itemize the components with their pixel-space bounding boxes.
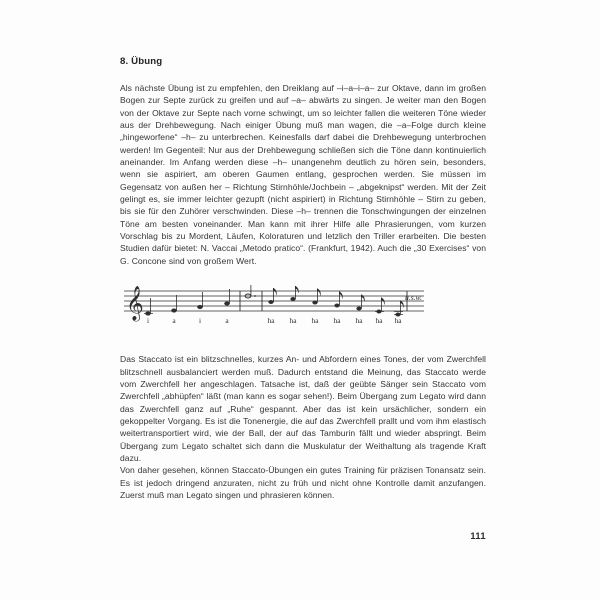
continuation-label: u.s.w. bbox=[405, 293, 422, 303]
lyric-syllable: ha bbox=[394, 316, 402, 326]
lyric-syllable: ha bbox=[375, 316, 383, 326]
lyric-syllable: ha bbox=[333, 316, 341, 326]
note-i-2 bbox=[197, 292, 202, 309]
page-content bbox=[120, 56, 486, 501]
music-staff bbox=[124, 285, 424, 325]
lyric-syllable: a bbox=[225, 316, 229, 326]
music-notation-example bbox=[120, 285, 486, 337]
lyric-syllable: ha bbox=[355, 316, 363, 326]
lyric-syllable: a bbox=[172, 316, 176, 326]
lyric-syllable: ha bbox=[267, 316, 275, 326]
lyric-syllable: i bbox=[146, 316, 150, 326]
lyric-syllable: ha bbox=[311, 316, 319, 326]
lyric-syllable: ha bbox=[289, 316, 297, 326]
paragraph-1: Als nächste Übung ist zu empfehlen, den Dreiklang auf –i–a–i–a– zur Oktave, dann im großen Bogen zur Septe zurück zu greifen und auf –a– abwärts zu singen. Je weiter man den Bogen von der Oktave zur Septe nach vorne schwingt, um so leichter fallen die weiteren Töne wieder aus der Drehbewegung. Nach einiger Übung muß man wagen, die –a–Folge durch kleine „hingeworfene“ –h– zu unterbrechen. Keinesfalls darf dabei die Drehbewegung unterbrochen werden! Im Gegenteil: Nur aus der Drehbewegung schließen sich die Töne dann kontinuierlich aneinander. Im Anfang werden diese –h– unangenehm deutlich zu hören sein, besonders, wenn sie aspiriert, am oberen Gaumen entlang, gesprochen werden. Sie müssen im Gegensatz von außen her – Richtung Stirnhöhle/Jochbein – „abgeknipst“ werden. Mit der Zeit gelingt es, sie immer leichter gezupft (nicht aspiriert) in Richtung Stirnhöhle – Stirn zu geben, bis sie für den Zuhörer verschwinden. Diese –h– trennen die Tonschwingungen der einzelnen Töne am besten voneinander. Man kann mit ihrer Hilfe alle Phrasierungen, vom kurzen Vorschlag bis zu Mordent, Läufen, Koloraturen und letzlich den Triller erarbeiten. Die besten Studien dafür bietet: N. Vaccai „Metodo pratico“. (Frankfurt, 1942). Auch die „30 Exercises“ von G. Concone sind von großem Wert. bbox=[120, 83, 486, 266]
page-title: 8. Übung bbox=[120, 56, 163, 67]
note-i-1 bbox=[144, 298, 153, 315]
page-number: 111 bbox=[470, 531, 486, 541]
note-a-2 bbox=[224, 289, 229, 305]
paragraph-2: Das Staccato ist ein blitzschnelles, kurzes An- und Abfordern eines Tones, der vom Zwerchfell blitzschnell ausbalanciert werden muß. Dadurch entstand die Meinung, das Staccato werde vom Zwerchfell her angeschlagen. Tatsache ist, daß der geübte Sänger sein Staccato vom Zwerchfell „abhüpfen“ läßt (man kann es sogar sehen!). Beim Übergang zum Legato wird dann das Zwerchfell ganz auf „Ruhe“ gespannt. Aber das ist kein ursächlicher, sondern ein gekoppelter Vorgang. Es ist die Tonenergie, die auf das Zwerchfell prallt und vom ihm elastisch weitertransportiert wird, wie der Ball, der auf das Tamburin fällt und wieder abspringt. Beim Übergang zum Legato schaltet sich dann die Muskulatur der Weithaltung als tragende Kraft dazu. bbox=[120, 354, 486, 463]
lyric-syllable: i bbox=[198, 316, 202, 326]
treble-clef-icon: 𝄞 bbox=[126, 286, 144, 322]
note-a-1 bbox=[171, 295, 176, 312]
music-lyrics-row bbox=[124, 316, 424, 330]
paragraph-3: Von daher gesehen, können Staccato-Übungen ein gutes Training für präzisen Tonansatz sein. Es ist jedoch dringend anzuraten, nicht zu früh und nicht ohne Kontrolle damit anzufangen. Zuerst muß man Legato singen und phrasieren können. bbox=[120, 465, 486, 500]
